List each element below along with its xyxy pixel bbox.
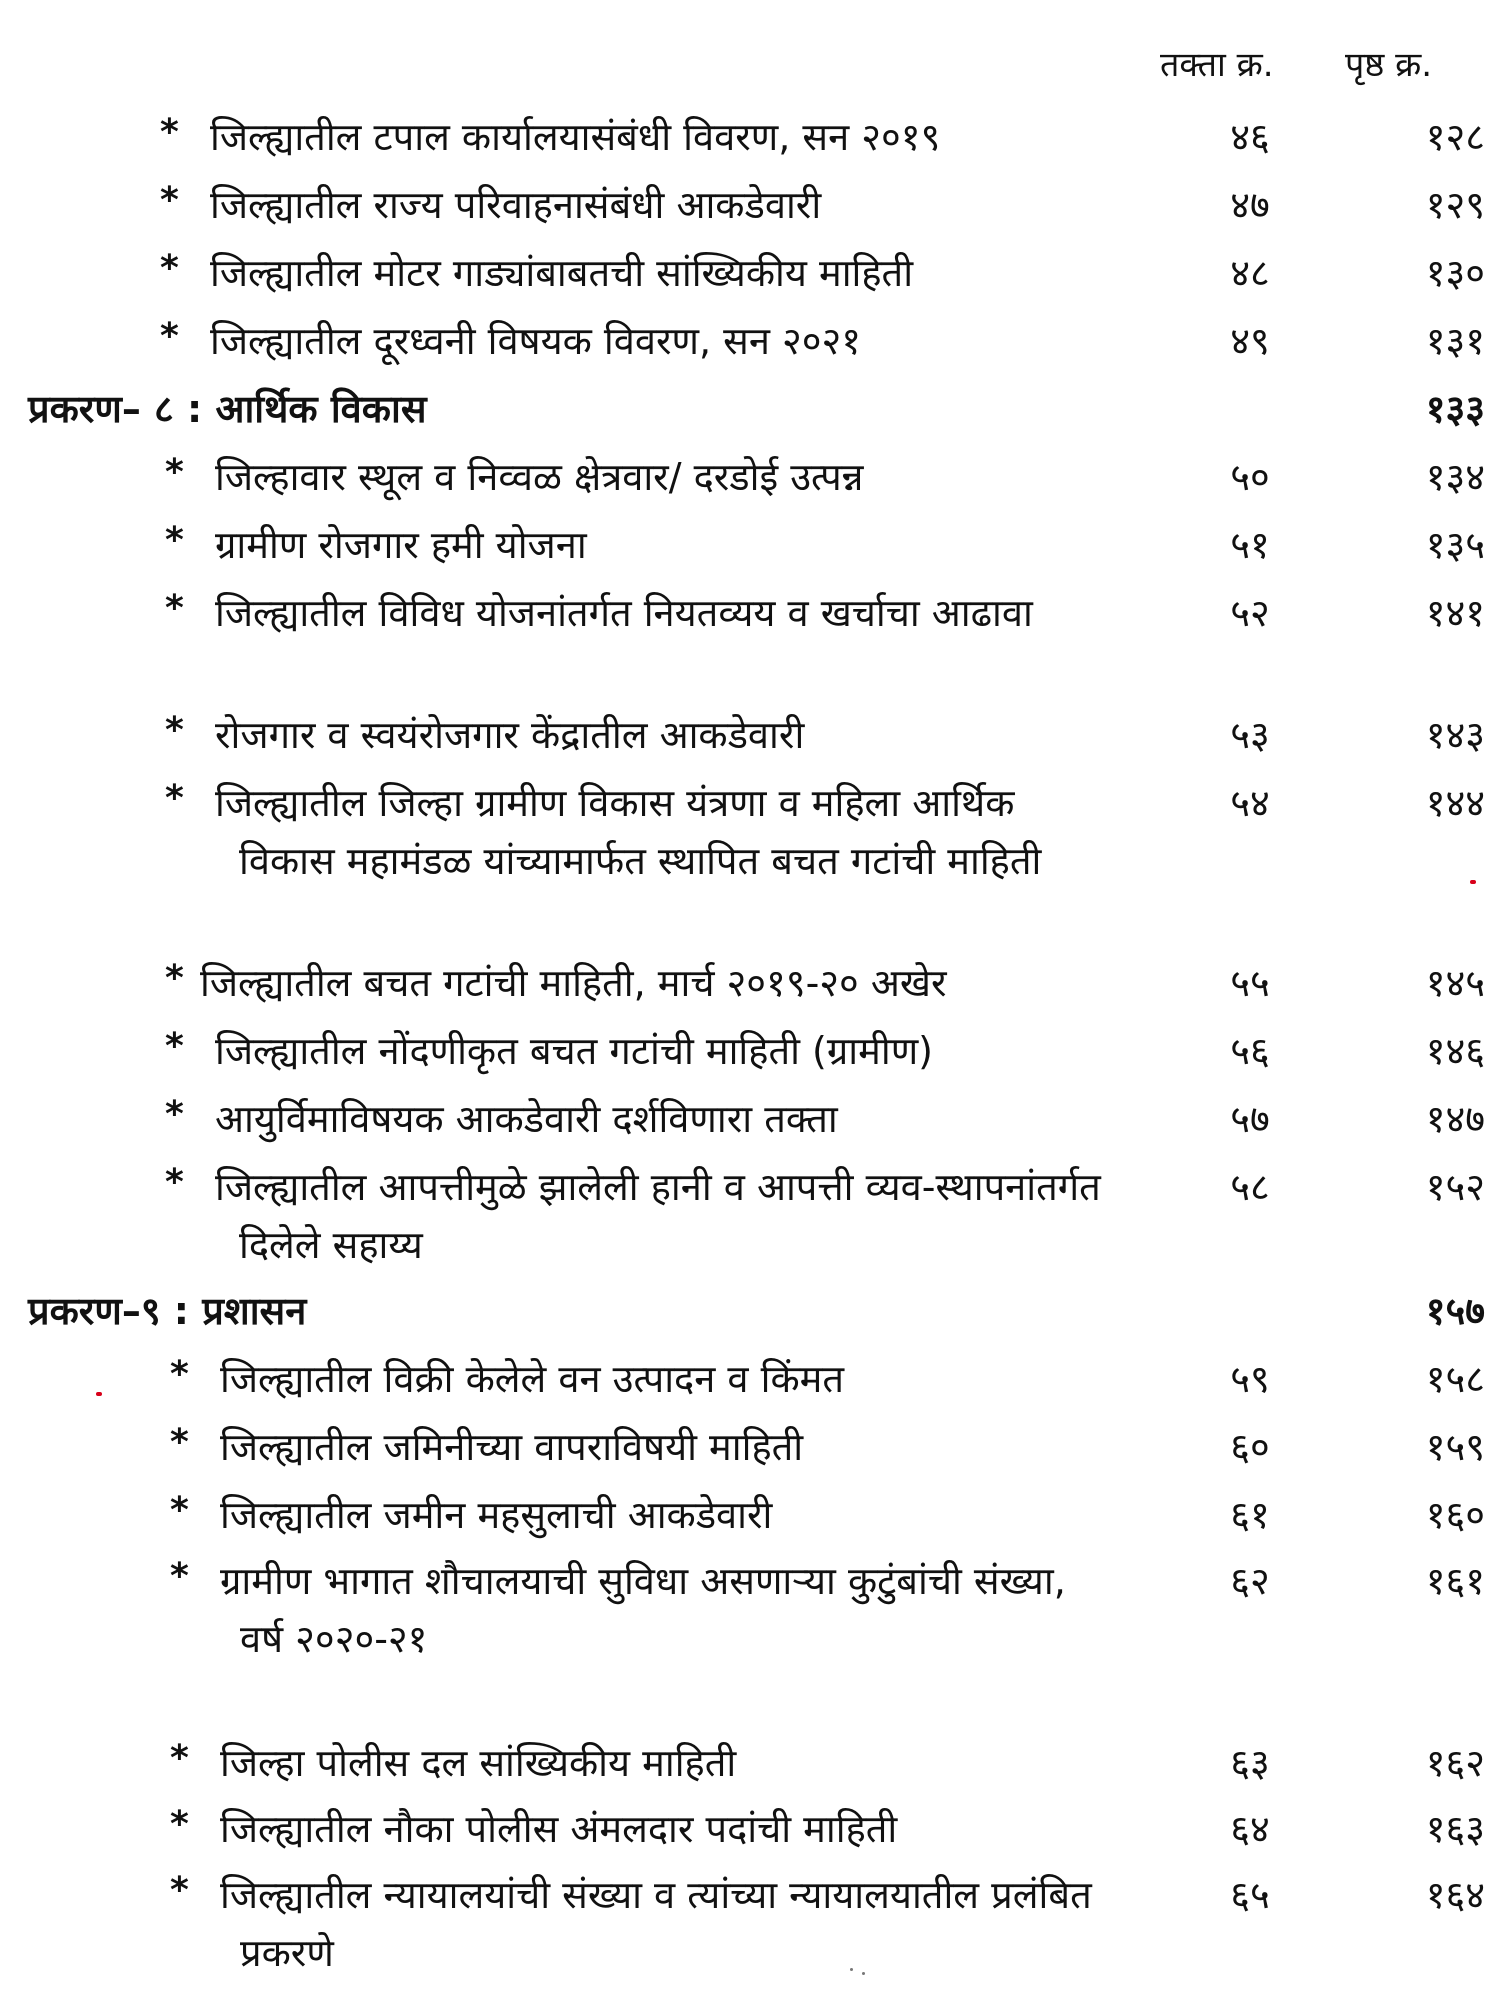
entry-title: जिल्ह्यातील नोंदणीकृत बचत गटांची माहिती (ग्रामीण): [215, 1029, 933, 1073]
bullet-star: *: [170, 1804, 189, 1845]
page-number: १५८: [1425, 1357, 1485, 1401]
scan-dot: [862, 1972, 865, 1975]
entry-title: जिल्ह्यातील आपत्तीमुळे झालेली हानी व आपत्ती व्यव-स्थापनांतर्गत दिलेले सहाय्य: [215, 1165, 1101, 1267]
bullet-star: *: [165, 1162, 184, 1203]
entry-title: जिल्हावार स्थूल व निव्वळ क्षेत्रवार/ दरडोई उत्पन्न: [215, 455, 864, 499]
table-number: ४६: [1230, 115, 1270, 159]
bullet-star: *: [170, 1738, 189, 1779]
page-number: १६४: [1425, 1873, 1485, 1917]
table-number: ५३: [1230, 713, 1270, 757]
table-number: ६३: [1230, 1741, 1270, 1785]
entry-title: जिल्ह्यातील नौका पोलीस अंमलदार पदांची माहिती: [220, 1807, 898, 1851]
page-number: १४६: [1425, 1029, 1485, 1073]
page-number: १६३: [1425, 1807, 1485, 1851]
page-number: १३०: [1425, 251, 1485, 295]
page-number: १४४: [1425, 781, 1485, 825]
page-number: १६२: [1425, 1741, 1485, 1785]
page-number: १२८: [1425, 115, 1485, 159]
table-number: ५७: [1230, 1097, 1270, 1141]
page-number: १३३: [1425, 387, 1485, 431]
bullet-star: *: [160, 316, 179, 357]
entry-title: जिल्ह्यातील जिल्हा ग्रामीण विकास यंत्रणा व महिला आर्थिक विकास महामंडळ यांच्यामार्फत स्थापित बचत गटांची माहिती: [215, 781, 1042, 883]
table-number-column-header: तक्ता क्र.: [1160, 45, 1274, 85]
table-number: ५४: [1230, 781, 1270, 825]
bullet-star: *: [165, 778, 184, 819]
entry-title: रोजगार व स्वयंरोजगार केंद्रातील आकडेवारी: [215, 713, 805, 757]
bullet-star: *: [165, 710, 184, 751]
page-number: १२९: [1425, 183, 1485, 227]
page-number-column-header: पृष्ठ क्र.: [1345, 45, 1433, 85]
table-number: ५९: [1230, 1357, 1270, 1401]
entry-title: जिल्हा पोलीस दल सांख्यिकीय माहिती: [220, 1741, 737, 1785]
page-number: १४७: [1425, 1097, 1485, 1141]
chapter-title: प्रकरण–९ : प्रशासन: [28, 1289, 307, 1333]
scan-speck: [1470, 880, 1476, 884]
page-number: १६०: [1425, 1493, 1485, 1537]
table-number: ६१: [1230, 1493, 1270, 1537]
table-number: ४९: [1230, 319, 1270, 363]
page-number: १६१: [1425, 1559, 1485, 1603]
entry-title: ग्रामीण रोजगार हमी योजना: [215, 523, 587, 567]
table-number: ४७: [1230, 183, 1270, 227]
entry-title: जिल्ह्यातील टपाल कार्यालयासंबंधी विवरण, सन २०१९: [210, 115, 941, 159]
page-number: १४३: [1425, 713, 1485, 757]
bullet-star: *: [170, 1422, 189, 1463]
page-number: १३४: [1425, 455, 1485, 499]
entry-title: जिल्ह्यातील राज्य परिवाहनासंबंधी आकडेवारी: [210, 183, 822, 227]
page-number: १३५: [1425, 523, 1485, 567]
table-number: ६२: [1230, 1559, 1270, 1603]
page-number: १५७: [1425, 1289, 1485, 1333]
entry-title: जिल्ह्यातील न्यायालयांची संख्या व त्यांच्या न्यायालयातील प्रलंबित प्रकरणे: [220, 1873, 1092, 1975]
table-number: ५६: [1230, 1029, 1270, 1073]
page-number: १५२: [1425, 1165, 1485, 1209]
entry-title: जिल्ह्यातील मोटर गाड्यांबाबतची सांख्यिकीय माहिती: [210, 251, 914, 295]
table-number: ६५: [1230, 1873, 1270, 1917]
entry-title: जिल्ह्यातील जमीन महसुलाची आकडेवारी: [220, 1493, 773, 1537]
entry-title: जिल्ह्यातील जमिनीच्या वापराविषयी माहिती: [220, 1425, 804, 1469]
table-number: ४८: [1230, 251, 1270, 295]
bullet-star: *: [170, 1870, 189, 1911]
entry-title: जिल्ह्यातील विक्री केलेले वन उत्पादन व किंमत: [220, 1357, 845, 1401]
bullet-star: *: [170, 1490, 189, 1531]
table-number: ५१: [1230, 523, 1270, 567]
table-number: ५५: [1230, 961, 1270, 1005]
table-number: ६४: [1230, 1807, 1270, 1851]
table-number: ५२: [1230, 591, 1270, 635]
table-number: ५०: [1230, 455, 1270, 499]
chapter-title: प्रकरण– ८ : आर्थिक विकास: [28, 387, 427, 431]
page-number: १४५: [1425, 961, 1485, 1005]
page-number: १४१: [1425, 591, 1485, 635]
bullet-star: *: [170, 1354, 189, 1395]
entry-title: जिल्ह्यातील विविध योजनांतर्गत नियतव्यय व खर्चाचा आढावा: [215, 591, 1033, 635]
scan-dot: [850, 1968, 853, 1971]
bullet-star: *: [165, 588, 184, 629]
bullet-star: *: [165, 520, 184, 561]
bullet-star: *: [160, 248, 179, 289]
page-number: १३१: [1425, 319, 1485, 363]
bullet-star: *: [165, 452, 184, 493]
entry-title: जिल्ह्यातील दूरध्वनी विषयक विवरण, सन २०२१: [210, 319, 862, 363]
bullet-star: *: [160, 180, 179, 221]
entry-title: ग्रामीण भागात शौचालयाची सुविधा असणाऱ्या कुटुंबांची संख्या, वर्ष २०२०-२१: [220, 1559, 1066, 1661]
table-number: ६०: [1230, 1425, 1270, 1469]
bullet-star: *: [160, 112, 179, 153]
page-number: १५९: [1425, 1425, 1485, 1469]
bullet-star: *: [165, 1094, 184, 1135]
scan-speck: [96, 1392, 102, 1396]
entry-title: जिल्ह्यातील बचत गटांची माहिती, मार्च २०१९-२० अखेर: [200, 961, 947, 1005]
bullet-star: *: [170, 1556, 189, 1597]
bullet-star: *: [165, 1026, 184, 1067]
entry-title: आयुर्विमाविषयक आकडेवारी दर्शविणारा तक्ता: [215, 1097, 838, 1141]
table-number: ५८: [1230, 1165, 1270, 1209]
bullet-star: *: [165, 958, 184, 999]
